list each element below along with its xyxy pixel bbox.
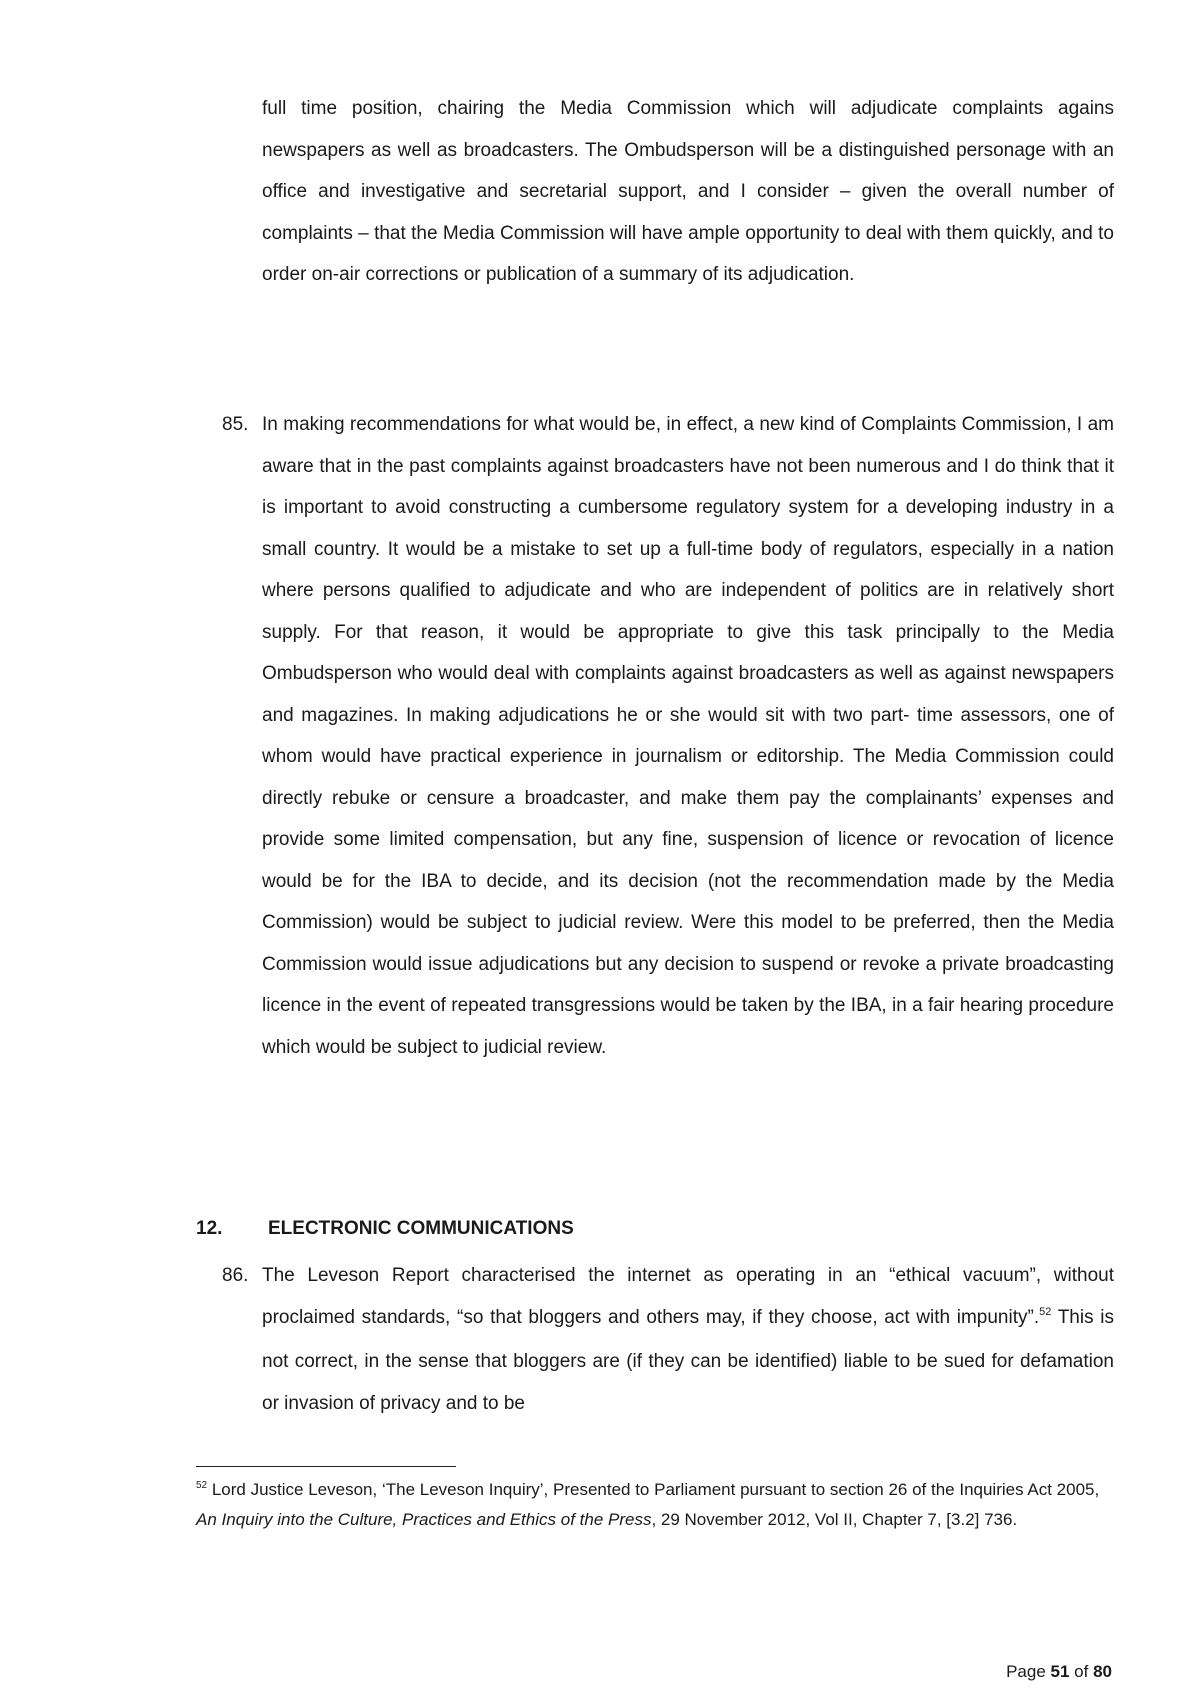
footnote-text: Lord Justice Leveson, ‘The Leveson Inquiry’, Presented to Parliament pursuant to section 26 of the Inquiries Act 2005, [207, 1480, 1100, 1499]
paragraph-number: 85. [222, 414, 249, 435]
footnote [196, 1476, 1114, 1533]
page-number [1006, 1662, 1112, 1682]
footnote-marker: 52 [196, 1480, 208, 1491]
page-separator: of [1069, 1662, 1094, 1681]
paragraph-text [262, 1255, 1114, 1424]
paragraph-text-part: This is not correct, in the sense that bloggers are (if they can be identified) liable to be sued for defamation or invasion of privacy and to be [262, 1306, 1114, 1414]
paragraph-85 [222, 404, 1114, 1068]
paragraph-number: 86. [222, 1265, 249, 1286]
footnote-text: , 29 November 2012, Vol II, Chapter 7, [3.2] 736. [651, 1510, 1018, 1529]
section-number: 12. [196, 1218, 223, 1239]
footnote-title-italic: An Inquiry into the Culture, Practices and Ethics of the Press [196, 1510, 652, 1529]
paragraph-text-part: The Leveson Report characterised the internet as operating in an “ethical vacuum”, without proclaimed standards, “so that bloggers and others may, if they choose, act with impunity”. [262, 1265, 1114, 1328]
footnote-separator [196, 1466, 456, 1467]
section-title: ELECTRONIC COMMUNICATIONS [268, 1218, 574, 1239]
paragraph-86 [222, 1255, 1114, 1424]
total-pages: 80 [1093, 1662, 1112, 1681]
footnote-reference[interactable]: 52 [1039, 1305, 1052, 1318]
section-heading [196, 1213, 574, 1245]
page-prefix: Page [1006, 1662, 1051, 1681]
continuation-paragraph: full time position, chairing the Media Commission which will adjudicate complaints agains newspapers as well as broadcasters. The Ombudsperson will be a distinguished personage with an office and investigative and secretarial support, and I consider – given the overall number of complaints – that the Media Commission will have ample opportunity to deal with them quickly, and to order on-air corrections or publication of a summary of its adjudication. [262, 98, 1114, 285]
current-page: 51 [1050, 1662, 1070, 1681]
paragraph-text: In making recommendations for what would be, in effect, a new kind of Complaints Commission, I am aware that in the past complaints against broadcasters have not been numerous and I do think that it is important to avoid constructing a cumbersome regulatory system for a developing industry in a small country. It would be a mistake to set up a full-time body of regulators, especially in a nation where persons qualified to adjudicate and who are independent of politics are in relatively short supply. For that reason, it would be appropriate to give this task principally to the Media Ombudsperson who would deal with complaints against broadcasters as well as against newspapers and magazines. In making adjudications he or she would sit with two part- time assessors, one of whom would have practical experience in journalism or editorship. The Media Commission could directly rebuke or censure a broadcaster, and make them pay the complainants’ expenses and provide some limited compensation, but any fine, suspension of licence or revocation of licence would be for the IBA to decide, and its decision (not the recommendation made by the Media Commission) would be subject to judicial review. Were this model to be preferred, then the Media Commission would issue adjudications but any decision to suspend or revoke a private broadcasting licence in the event of repeated transgressions would be taken by the IBA, in a fair hearing procedure which would be subject to judicial review. [262, 414, 1114, 1058]
